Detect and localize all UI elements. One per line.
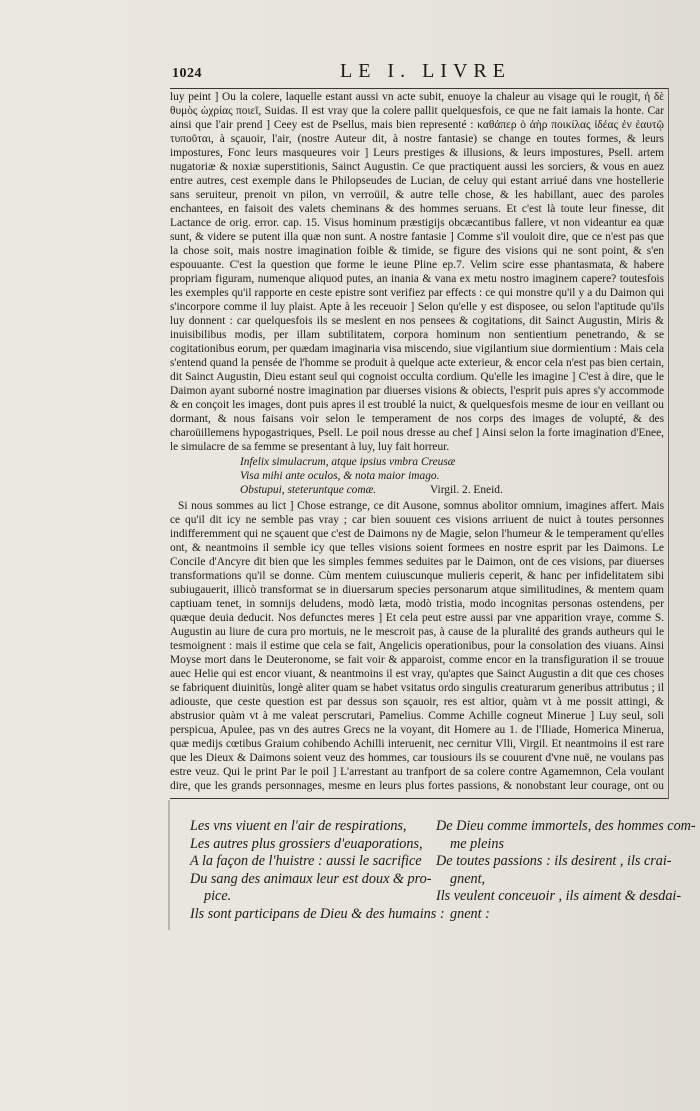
poem-line: De Dieu comme immortels, des hommes com- [436,818,696,834]
page-number: 1024 [172,66,202,81]
poem-line: Ils sont participans de Dieu & des humains : [190,905,445,922]
verse-line: Obstupui, steteruntque comæ. [240,483,377,496]
poem-line: A la façon de l'huistre : aussi le sacrifice [190,853,422,870]
running-head: LE I. LIVRE [340,60,511,82]
section-rule [170,798,668,799]
verse-line: Visa mihi ante oculos, & nota maior imago. [240,469,440,482]
poem-line: Les vns viuent en l'air de respirations, [190,818,407,834]
verse-citation: Virgil. 2. Eneid. [430,483,503,496]
poem-column-right [436,818,696,924]
poem-line: gnent, [450,870,486,887]
commentary-block [170,90,664,795]
poem-line: Les autres plus grossiers d'euaporations, [190,835,423,852]
poem-line: me pleins [450,835,504,852]
header-rule [170,88,668,89]
poem-line: Ils veulent conceuoir , ils aiment & desdai- [436,888,682,905]
poem-line: gnent : [450,905,490,922]
column-rule [668,88,669,799]
commentary-paragraph: luy peint ] Ou la colere, laquelle estant aussi vn acte subit, enuoye la chaleur au visage qui le rougit, ἡ δὲ θυμὸς ὠχρίας ποιεῖ, Suidas. Il est vray que la colere pallit quelquesfois, ce que ne fait iamais la honte. Car ainsi que l'air prend ] Ceey est de Psellus, mais bien representé : καθάπερ ὁ ἀὴρ ποικίλας ἰδέας ἐν ἑαυτῷ τυποῦται, à sçauoir, l'air, (nostre Auteur dit, à nostre fantasie) se change en toutes formes, & leurs impostures, Fonc leurs masqueures voir ] Leurs prestiges & illusions, & leurs impostures, Psell. artem nugatoriæ & noxiæ superstitionis, Sainct Augustin. Ce que practiquent aussi les sorciers, & vous en auez entre autres, cest exemple dans le Philopseudes de Lucian, de celuy qui estant arriué dans vne hostellerie sans seruiteur, prenoit vn pilon, vn verroüil, & autre telle chose, & les habillant, auec des paroles enchantees, en faisoit des valets cheminans & des hommes seruans. Et c'est là toute leur finesse, dit Lactance de orig. error. cap. 15. Visus hominum præstigijs obcæcantibus fallere, vt non videantur ea quæ sunt, & videre se putent illa quæ non sunt. A nostre fantasie ] Comme s'il vouloit dire, que ce n'est pas que la chose soit, mais nostre imagination foible & timide, se figure des visions qui ne sont point, & s'en espouuante. C'est la question que forme le ieune Pline ep.7. Velim scire esse phantasmata, & habere propriam figuram, numenque aliquod putes, an inania & vana ex metu nostro imaginem capere? toutesfois les exemples qu'il rapporte en ceste epistre sont verifiez par effects : ce qui monstre qu'il y a du Daimon qui s'incorpore comme il luy plaist. Apte à les receuoir ] Selon qu'elle y est disposee, ou selon l'aptitude qu'ils luy donnent : car quelquesfois ils se meslent en nos pensees & cogitations, dit Sainct Augustin, Miris & inuisibilibus modis, per illam subtilitatem, corpora hominum non sentientium penetrando, & se cogitationibus eorum, per quædam imaginaria visa miscendo, siue vigilantium siue dormientium : Mais cela s'entend quand la pensée de l'homme se produit à quelque acte exterieur, & encor cela n'est pas bien certain, dit Sainct Augustin, Dieu estant seul qui cognoist occulta cordium. Qu'elle les imagine ] C'est à dire, que le Daimon ayant suborné nostre imagination par diuerses visions & obiects, l'esprit puis apres s'y accommode & en conçoit les images, dont puis apres il est troublé la nuict, & quelquesfois mesme de iour en veillant ou dormant, & nous faisans voir selon le temperament de nos corps des images de volupté, & des charoüillemens hypogastriques, Psell. Le poil nous dresse au chef ] Ainsi selon la forte imagination d'Enee, le simulacre de sa femme se presentant à luy, luy fait horreur. [170,91,664,453]
poem-line: pice. [204,888,232,905]
poem-line: De toutes passions : ils desirent , ils crai- [436,853,672,870]
poem-column-left [190,818,445,924]
poem-line: Du sang des animaux leur est doux & pro- [190,870,432,887]
commentary-paragraph: Si nous sommes au lict ] Chose estrange, ce dit Ausone, somnus abolitor omnium, imagines affert. Mais ce qu'il dit icy ne semble pas vray ; car bien souuent ces visions arriuent de nuict à toutes personnes indifferemment qui ne sçauent que c'est de Daimons ny de Magie, selon l'humeur & le temperament qu'elles ont, & neantmoins il semble icy que telles visions soient formees en nostre esprit par les Daimons. Le Concile d'Ancyre dit bien que les simples femmes seduites par le Daimon, ont de ces visions, par diuerses transformations qu'il se donne. Cùm mentem cuiuscunque mulieris ceperit, & hanc per infidelitatem sibi subiugauerit, illicò transformat se in diuersarum species personarum atque similitudines, & mentem quam captiuam tenet, in somnijs deludens, modò læta, modò tristia, modo incognitas personas ostendens, per quæque deuia deducit. Nos defunctes meres ] Et cela peut estre aussi par vne apparition vraye, comme S. Augustin au liure de cura pro mortuis, ne le mescroit pas, à cause de la pluralité des grands autheurs qui le tesmoignent : mais il estime que cela se fait, Angelicis operationibus, pour la consolation des viuans. Ainsi Moyse mort dans le Deuteronome, se fait voir & apparoist, comme encor en la transfiguration il se trouue auec Helie qui est encor viuant, & neantmoins il est vray, qu'aptes que Sainct Augustin a dit que ces choses se fabriquent diuinitùs, longè aliter quam se habet vsitatus ordo singulis creaturarum generibus attributus ; il adiouste, que ceste question est par dessus son sçauoir, res est altior, quàm vt à me possit attingi, & abstrusior quàm vt à me valeat perscrutari, Pamelius. Comme Achille cogneut Minerue ] Luy seul, soli perspicua, Apulee, pas vn des autres Grecs ne la voyant, dit Homere au 1. de l'Iliade, Homerica Minerua, quæ medijs cœtibus Graium cohibendo Achilli interuenit, nec cernitur Vlli, Virgil. Et neantmoins il est rare que les Dieux & Daimons soient veuz des hommes, car tousiours ils se couurent d'vne nuë, ne voulans pas estre veuz. Qui le print Par le poil ] L'arrestant au tranfport de sa colere contre Agamemnon, Cela voulant dire, que les grands personnages, mesme en leurs plus fortes passions, & nonobstant leur courage, ont ou [170,500,664,793]
verse-line: Infelix simulacrum, atque ipsius vmbra Creusæ [240,456,456,468]
verse-quote [240,456,664,497]
gutter-shadow [168,800,170,930]
